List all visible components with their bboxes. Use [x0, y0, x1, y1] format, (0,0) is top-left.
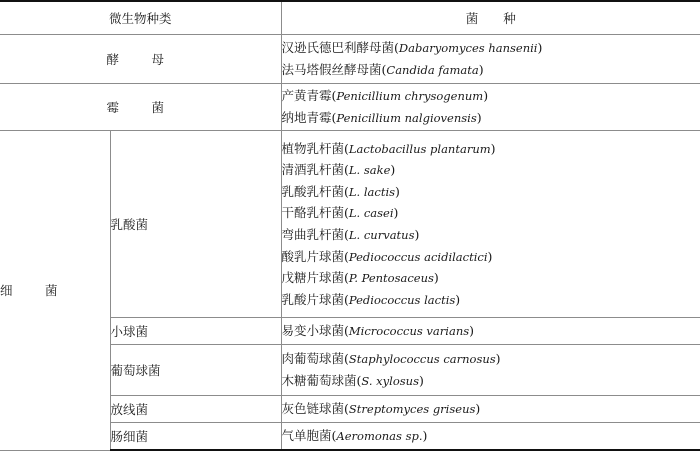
category-cell: [0, 35, 281, 84]
subgroup-label: 放线菌: [110, 402, 149, 417]
species-close: ): [414, 227, 420, 242]
subgroup-cell: [110, 396, 281, 423]
subgroup-cell: [110, 423, 281, 451]
species-name: 法马塔假丝酵母菌(: [281, 62, 387, 77]
species-name: 乳酸片球菌(: [281, 291, 349, 307]
species-close: ): [490, 140, 496, 156]
table-row: [0, 35, 700, 84]
species-cell: [281, 396, 700, 423]
species-name: 肉葡萄球菌(: [281, 351, 349, 367]
species-name: 纳地青霉(: [281, 110, 337, 125]
subgroup-cell: [110, 345, 281, 396]
species-close: ): [487, 248, 493, 264]
species-cell: [281, 35, 700, 84]
species-name: 汉逊氏德巴利酵母菌(: [281, 40, 399, 56]
species-item: [282, 370, 700, 392]
species-name: 气单胞菌(: [281, 428, 337, 444]
species-latin: Staphylococcus carnosus: [348, 352, 496, 367]
category-label: 细 菌: [0, 283, 68, 299]
species-name: 植物乳杆菌(: [281, 140, 349, 156]
species-item: [282, 138, 700, 160]
species-item: [282, 398, 700, 420]
species-name: 灰色链球菌(: [281, 401, 349, 417]
species-latin: L. curvatus: [348, 228, 415, 242]
category-cell: [0, 131, 110, 451]
species-latin: Penicillium nalgiovensis: [336, 111, 477, 125]
species-latin: Pediococcus acidilactici: [348, 249, 488, 264]
species-item: [282, 107, 700, 129]
subgroup-label: 小球菌: [110, 324, 149, 339]
species-name: 木糖葡萄球菌(: [281, 373, 362, 388]
species-close: ): [418, 373, 424, 388]
subgroup-cell: [110, 318, 281, 345]
species-close: ): [483, 88, 489, 104]
species-item: [282, 348, 700, 370]
species-name: 弯曲乳杆菌(: [281, 227, 349, 242]
species-latin: Dabaryomyces hansenii: [398, 41, 538, 56]
species-close: ): [433, 270, 439, 286]
species-name: 产黄青霉(: [281, 88, 337, 104]
header-microbe-type: 微生物种类: [0, 1, 281, 35]
species-item: [282, 202, 700, 224]
species-cell: [281, 423, 700, 451]
header-species: 菌 种: [281, 1, 700, 35]
species-close: ): [455, 291, 461, 307]
species-latin: P. Pentosaceus: [348, 271, 434, 286]
species-cell: [281, 84, 700, 131]
species-latin: Candida famata: [386, 63, 479, 77]
category-label: 霉 菌: [106, 100, 175, 115]
species-name: 清酒乳杆菌(: [281, 162, 349, 178]
species-latin: L. lactis: [348, 184, 396, 199]
species-name: 酸乳片球菌(: [281, 248, 349, 264]
species-close: ): [537, 40, 543, 56]
species-close: ): [422, 428, 428, 444]
subgroup-label: 葡萄球菌: [110, 363, 161, 378]
species-name: 乳酸乳杆菌(: [281, 183, 349, 199]
species-cell: [281, 131, 700, 318]
species-close: ): [469, 323, 475, 339]
species-close: ): [476, 110, 482, 125]
species-cell: [281, 345, 700, 396]
species-latin: Aeromonas sp.: [336, 429, 423, 444]
species-latin: Lactobacillus plantarum: [348, 141, 491, 156]
species-item: [282, 85, 700, 107]
species-latin: Penicillium chrysogenum: [336, 89, 484, 104]
species-item: [282, 37, 700, 59]
subgroup-cell: [110, 131, 281, 318]
category-cell: [0, 84, 281, 131]
species-close: ): [478, 62, 484, 77]
species-item: [282, 246, 700, 268]
species-latin: Streptomyces griseus: [348, 402, 476, 417]
subgroup-label: 乳酸菌: [110, 217, 149, 232]
species-item: [282, 224, 700, 246]
header-row: [0, 1, 700, 35]
subgroup-label: 肠细菌: [110, 429, 149, 444]
table-row: [0, 84, 700, 131]
species-name: 易变小球菌(: [281, 323, 349, 339]
species-close: ): [393, 205, 399, 221]
species-close: ): [395, 183, 400, 199]
species-cell: [281, 318, 700, 345]
species-item: [282, 181, 700, 203]
category-label: 酵 母: [106, 52, 175, 67]
species-item: [282, 267, 700, 289]
species-item: [282, 289, 700, 311]
species-name: 干酪乳杆菌(: [281, 205, 349, 221]
species-latin: L. casei: [348, 206, 394, 221]
species-name: 戊糖片球菌(: [281, 270, 349, 286]
species-latin: Pediococcus lactis: [348, 292, 456, 307]
species-latin: L. sake: [348, 163, 391, 178]
species-close: ): [475, 401, 481, 417]
species-close: ): [390, 162, 396, 178]
species-item: [282, 320, 700, 342]
species-latin: S. xylosus: [361, 374, 419, 388]
species-latin: Micrococcus varians: [348, 324, 470, 339]
species-item: [282, 59, 700, 81]
species-close: ): [495, 351, 501, 367]
species-item: [282, 159, 700, 181]
species-item: [282, 425, 700, 447]
table-row: [0, 131, 700, 318]
